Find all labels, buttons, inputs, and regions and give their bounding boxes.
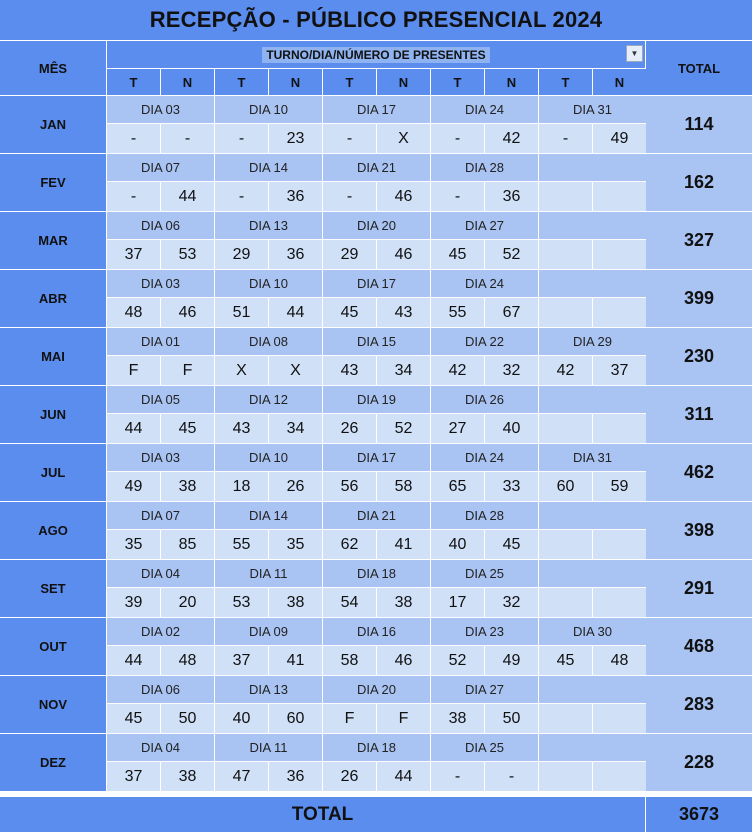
day-label: DIA 03 bbox=[107, 270, 214, 297]
attendance-value-turno: 27 bbox=[431, 414, 484, 443]
attendance-value-noite: 49 bbox=[593, 124, 646, 153]
attendance-value-turno: 40 bbox=[431, 530, 484, 559]
attendance-value-turno: 45 bbox=[107, 704, 160, 733]
month-total: 398 bbox=[646, 502, 752, 559]
attendance-value-turno bbox=[539, 240, 592, 269]
attendance-value-noite bbox=[593, 704, 646, 733]
day-label: DIA 19 bbox=[323, 386, 430, 413]
attendance-value-turno: 35 bbox=[107, 530, 160, 559]
attendance-value-turno: 38 bbox=[431, 704, 484, 733]
attendance-value-noite: 41 bbox=[269, 646, 322, 675]
attendance-value-noite: F bbox=[377, 704, 430, 733]
month-total: 283 bbox=[646, 676, 752, 733]
day-label: DIA 27 bbox=[431, 676, 538, 703]
attendance-value-turno: X bbox=[215, 356, 268, 385]
attendance-value-turno: 17 bbox=[431, 588, 484, 617]
header-shift-day-count bbox=[107, 41, 645, 68]
attendance-value-turno: 42 bbox=[431, 356, 484, 385]
attendance-value-turno: 37 bbox=[107, 762, 160, 791]
month-total: 114 bbox=[646, 96, 752, 153]
attendance-value-noite: 36 bbox=[269, 182, 322, 211]
attendance-value-turno: - bbox=[431, 762, 484, 791]
month-label: OUT bbox=[0, 618, 106, 675]
day-label: DIA 06 bbox=[107, 212, 214, 239]
day-label: DIA 11 bbox=[215, 560, 322, 587]
attendance-value-noite: 34 bbox=[269, 414, 322, 443]
day-label: DIA 26 bbox=[431, 386, 538, 413]
month-label: SET bbox=[0, 560, 106, 617]
attendance-value-noite: 49 bbox=[485, 646, 538, 675]
attendance-value-noite: X bbox=[269, 356, 322, 385]
attendance-value-turno bbox=[539, 762, 592, 791]
attendance-value-noite: 34 bbox=[377, 356, 430, 385]
day-label bbox=[539, 560, 646, 587]
month-total: 399 bbox=[646, 270, 752, 327]
day-label: DIA 28 bbox=[431, 154, 538, 181]
attendance-value-noite: 59 bbox=[593, 472, 646, 501]
attendance-value-noite: 46 bbox=[377, 240, 430, 269]
day-label: DIA 24 bbox=[431, 270, 538, 297]
attendance-value-turno: 45 bbox=[323, 298, 376, 327]
day-label: DIA 11 bbox=[215, 734, 322, 761]
attendance-value-noite: 38 bbox=[269, 588, 322, 617]
dropdown-arrow-icon[interactable]: ▼ bbox=[626, 45, 643, 62]
attendance-value-noite: 32 bbox=[485, 588, 538, 617]
day-label bbox=[539, 270, 646, 297]
day-label: DIA 20 bbox=[323, 212, 430, 239]
attendance-value-turno: 26 bbox=[323, 414, 376, 443]
attendance-value-turno bbox=[539, 530, 592, 559]
attendance-value-turno bbox=[539, 298, 592, 327]
day-label bbox=[539, 734, 646, 761]
header-shift-t-1: T bbox=[215, 69, 268, 95]
header-shift-t-4: T bbox=[539, 69, 592, 95]
attendance-value-noite bbox=[593, 298, 646, 327]
attendance-value-turno: 56 bbox=[323, 472, 376, 501]
attendance-value-noite: 46 bbox=[377, 182, 430, 211]
day-label bbox=[539, 676, 646, 703]
attendance-value-noite: 60 bbox=[269, 704, 322, 733]
month-total: 230 bbox=[646, 328, 752, 385]
attendance-value-noite: 44 bbox=[161, 182, 214, 211]
attendance-value-noite bbox=[593, 588, 646, 617]
month-label: NOV bbox=[0, 676, 106, 733]
attendance-value-turno: 43 bbox=[323, 356, 376, 385]
day-label: DIA 27 bbox=[431, 212, 538, 239]
attendance-value-turno: 40 bbox=[215, 704, 268, 733]
attendance-value-turno bbox=[539, 414, 592, 443]
day-label bbox=[539, 154, 646, 181]
attendance-value-noite: 45 bbox=[485, 530, 538, 559]
attendance-value-turno: 52 bbox=[431, 646, 484, 675]
header-shift-n-4: N bbox=[593, 69, 646, 95]
day-label: DIA 02 bbox=[107, 618, 214, 645]
day-label: DIA 09 bbox=[215, 618, 322, 645]
attendance-value-noite: 50 bbox=[485, 704, 538, 733]
day-label: DIA 24 bbox=[431, 96, 538, 123]
attendance-value-noite: X bbox=[377, 124, 430, 153]
day-label: DIA 03 bbox=[107, 444, 214, 471]
day-label: DIA 31 bbox=[539, 96, 646, 123]
attendance-value-turno: - bbox=[431, 182, 484, 211]
attendance-value-turno: 51 bbox=[215, 298, 268, 327]
day-label bbox=[539, 212, 646, 239]
attendance-value-turno: 65 bbox=[431, 472, 484, 501]
day-label: DIA 25 bbox=[431, 734, 538, 761]
attendance-value-noite bbox=[593, 240, 646, 269]
month-total: 162 bbox=[646, 154, 752, 211]
attendance-value-noite: 44 bbox=[269, 298, 322, 327]
attendance-value-noite bbox=[593, 182, 646, 211]
attendance-value-turno: 58 bbox=[323, 646, 376, 675]
attendance-value-turno: 62 bbox=[323, 530, 376, 559]
header-shift-t-3: T bbox=[431, 69, 484, 95]
day-label: DIA 18 bbox=[323, 734, 430, 761]
day-label: DIA 14 bbox=[215, 502, 322, 529]
attendance-value-noite: 40 bbox=[485, 414, 538, 443]
day-label: DIA 10 bbox=[215, 444, 322, 471]
attendance-value-turno: 47 bbox=[215, 762, 268, 791]
attendance-value-noite: F bbox=[161, 356, 214, 385]
month-total: 311 bbox=[646, 386, 752, 443]
attendance-value-turno: 54 bbox=[323, 588, 376, 617]
header-shift-t-0: T bbox=[107, 69, 160, 95]
day-label: DIA 13 bbox=[215, 212, 322, 239]
month-total: 468 bbox=[646, 618, 752, 675]
day-label: DIA 12 bbox=[215, 386, 322, 413]
attendance-value-turno: 29 bbox=[215, 240, 268, 269]
header-shift-n-2: N bbox=[377, 69, 430, 95]
day-label: DIA 29 bbox=[539, 328, 646, 355]
month-label: ABR bbox=[0, 270, 106, 327]
day-label: DIA 15 bbox=[323, 328, 430, 355]
header-shift-n-0: N bbox=[161, 69, 214, 95]
attendance-value-noite: 33 bbox=[485, 472, 538, 501]
attendance-value-noite: 23 bbox=[269, 124, 322, 153]
attendance-value-turno: - bbox=[323, 182, 376, 211]
day-label: DIA 13 bbox=[215, 676, 322, 703]
attendance-value-noite bbox=[593, 530, 646, 559]
attendance-value-noite: 58 bbox=[377, 472, 430, 501]
day-label: DIA 10 bbox=[215, 96, 322, 123]
attendance-value-turno: F bbox=[323, 704, 376, 733]
day-label: DIA 01 bbox=[107, 328, 214, 355]
attendance-value-turno: 39 bbox=[107, 588, 160, 617]
attendance-value-turno: 37 bbox=[215, 646, 268, 675]
attendance-value-turno: 55 bbox=[215, 530, 268, 559]
day-label: DIA 31 bbox=[539, 444, 646, 471]
attendance-value-noite: 35 bbox=[269, 530, 322, 559]
attendance-value-turno: 43 bbox=[215, 414, 268, 443]
attendance-value-noite: 48 bbox=[593, 646, 646, 675]
day-label: DIA 20 bbox=[323, 676, 430, 703]
attendance-value-noite: 37 bbox=[593, 356, 646, 385]
attendance-value-turno: 37 bbox=[107, 240, 160, 269]
month-total: 291 bbox=[646, 560, 752, 617]
month-label: AGO bbox=[0, 502, 106, 559]
day-label: DIA 07 bbox=[107, 154, 214, 181]
day-label: DIA 22 bbox=[431, 328, 538, 355]
month-label: JUN bbox=[0, 386, 106, 443]
day-label: DIA 21 bbox=[323, 502, 430, 529]
header-total: TOTAL bbox=[646, 41, 752, 95]
day-label: DIA 05 bbox=[107, 386, 214, 413]
day-label: DIA 14 bbox=[215, 154, 322, 181]
attendance-value-noite: - bbox=[485, 762, 538, 791]
attendance-value-turno: 53 bbox=[215, 588, 268, 617]
day-label: DIA 17 bbox=[323, 96, 430, 123]
attendance-value-turno: 55 bbox=[431, 298, 484, 327]
footer-total-label: TOTAL bbox=[0, 797, 645, 832]
attendance-value-turno: - bbox=[107, 124, 160, 153]
month-total: 462 bbox=[646, 444, 752, 501]
attendance-value-noite: 46 bbox=[377, 646, 430, 675]
attendance-value-turno: 48 bbox=[107, 298, 160, 327]
attendance-value-turno: 26 bbox=[323, 762, 376, 791]
day-label: DIA 04 bbox=[107, 734, 214, 761]
header-month: MÊS bbox=[0, 41, 106, 95]
header-shift-n-3: N bbox=[485, 69, 538, 95]
month-label: DEZ bbox=[0, 734, 106, 791]
attendance-value-turno: 29 bbox=[323, 240, 376, 269]
attendance-value-turno: - bbox=[215, 124, 268, 153]
attendance-value-noite: 52 bbox=[485, 240, 538, 269]
attendance-value-noite: 46 bbox=[161, 298, 214, 327]
day-label: DIA 03 bbox=[107, 96, 214, 123]
attendance-value-turno: 45 bbox=[431, 240, 484, 269]
attendance-value-noite: 45 bbox=[161, 414, 214, 443]
day-label: DIA 28 bbox=[431, 502, 538, 529]
attendance-value-noite: 26 bbox=[269, 472, 322, 501]
attendance-value-noite: 50 bbox=[161, 704, 214, 733]
attendance-value-noite: 38 bbox=[161, 762, 214, 791]
day-label: DIA 04 bbox=[107, 560, 214, 587]
attendance-value-turno: - bbox=[539, 124, 592, 153]
attendance-value-turno: 18 bbox=[215, 472, 268, 501]
attendance-value-noite: 38 bbox=[377, 588, 430, 617]
month-label: FEV bbox=[0, 154, 106, 211]
attendance-value-noite: 67 bbox=[485, 298, 538, 327]
attendance-value-noite: 43 bbox=[377, 298, 430, 327]
attendance-value-noite: 38 bbox=[161, 472, 214, 501]
attendance-value-noite: 48 bbox=[161, 646, 214, 675]
day-label: DIA 08 bbox=[215, 328, 322, 355]
attendance-value-noite: 52 bbox=[377, 414, 430, 443]
attendance-value-turno: 44 bbox=[107, 414, 160, 443]
attendance-value-noite: - bbox=[161, 124, 214, 153]
attendance-value-turno: 49 bbox=[107, 472, 160, 501]
header-shift-n-1: N bbox=[269, 69, 322, 95]
day-label: DIA 17 bbox=[323, 444, 430, 471]
attendance-value-noite: 36 bbox=[485, 182, 538, 211]
attendance-value-turno: - bbox=[431, 124, 484, 153]
grand-total: 3673 bbox=[646, 797, 752, 832]
attendance-value-noite: 53 bbox=[161, 240, 214, 269]
day-label: DIA 06 bbox=[107, 676, 214, 703]
attendance-value-noite: 85 bbox=[161, 530, 214, 559]
month-label: MAR bbox=[0, 212, 106, 269]
month-label: JAN bbox=[0, 96, 106, 153]
day-label: DIA 16 bbox=[323, 618, 430, 645]
day-label: DIA 18 bbox=[323, 560, 430, 587]
month-total: 228 bbox=[646, 734, 752, 791]
month-label: JUL bbox=[0, 444, 106, 501]
day-label: DIA 24 bbox=[431, 444, 538, 471]
sheet-title: RECEPÇÃO - PÚBLICO PRESENCIAL 2024 bbox=[0, 0, 752, 40]
month-label: MAI bbox=[0, 328, 106, 385]
attendance-value-turno: - bbox=[323, 124, 376, 153]
attendance-value-turno bbox=[539, 182, 592, 211]
day-label: DIA 07 bbox=[107, 502, 214, 529]
attendance-value-noite: 41 bbox=[377, 530, 430, 559]
attendance-value-turno: F bbox=[107, 356, 160, 385]
attendance-value-noite: 44 bbox=[377, 762, 430, 791]
day-label: DIA 10 bbox=[215, 270, 322, 297]
attendance-value-turno bbox=[539, 704, 592, 733]
month-total: 327 bbox=[646, 212, 752, 269]
attendance-value-turno: - bbox=[107, 182, 160, 211]
day-label: DIA 25 bbox=[431, 560, 538, 587]
attendance-value-noite: 42 bbox=[485, 124, 538, 153]
attendance-value-turno: 44 bbox=[107, 646, 160, 675]
attendance-value-turno bbox=[539, 588, 592, 617]
header-shift-day-count-label: TURNO/DIA/NÚMERO DE PRESENTES bbox=[262, 47, 489, 63]
attendance-value-turno: - bbox=[215, 182, 268, 211]
day-label: DIA 21 bbox=[323, 154, 430, 181]
attendance-value-turno: 60 bbox=[539, 472, 592, 501]
attendance-value-noite: 20 bbox=[161, 588, 214, 617]
day-label bbox=[539, 502, 646, 529]
attendance-value-noite: 36 bbox=[269, 762, 322, 791]
attendance-value-turno: 45 bbox=[539, 646, 592, 675]
header-shift-t-2: T bbox=[323, 69, 376, 95]
day-label bbox=[539, 386, 646, 413]
attendance-value-noite: 32 bbox=[485, 356, 538, 385]
attendance-value-noite bbox=[593, 414, 646, 443]
day-label: DIA 23 bbox=[431, 618, 538, 645]
attendance-value-noite bbox=[593, 762, 646, 791]
day-label: DIA 30 bbox=[539, 618, 646, 645]
attendance-value-noite: 36 bbox=[269, 240, 322, 269]
day-label: DIA 17 bbox=[323, 270, 430, 297]
attendance-value-turno: 42 bbox=[539, 356, 592, 385]
